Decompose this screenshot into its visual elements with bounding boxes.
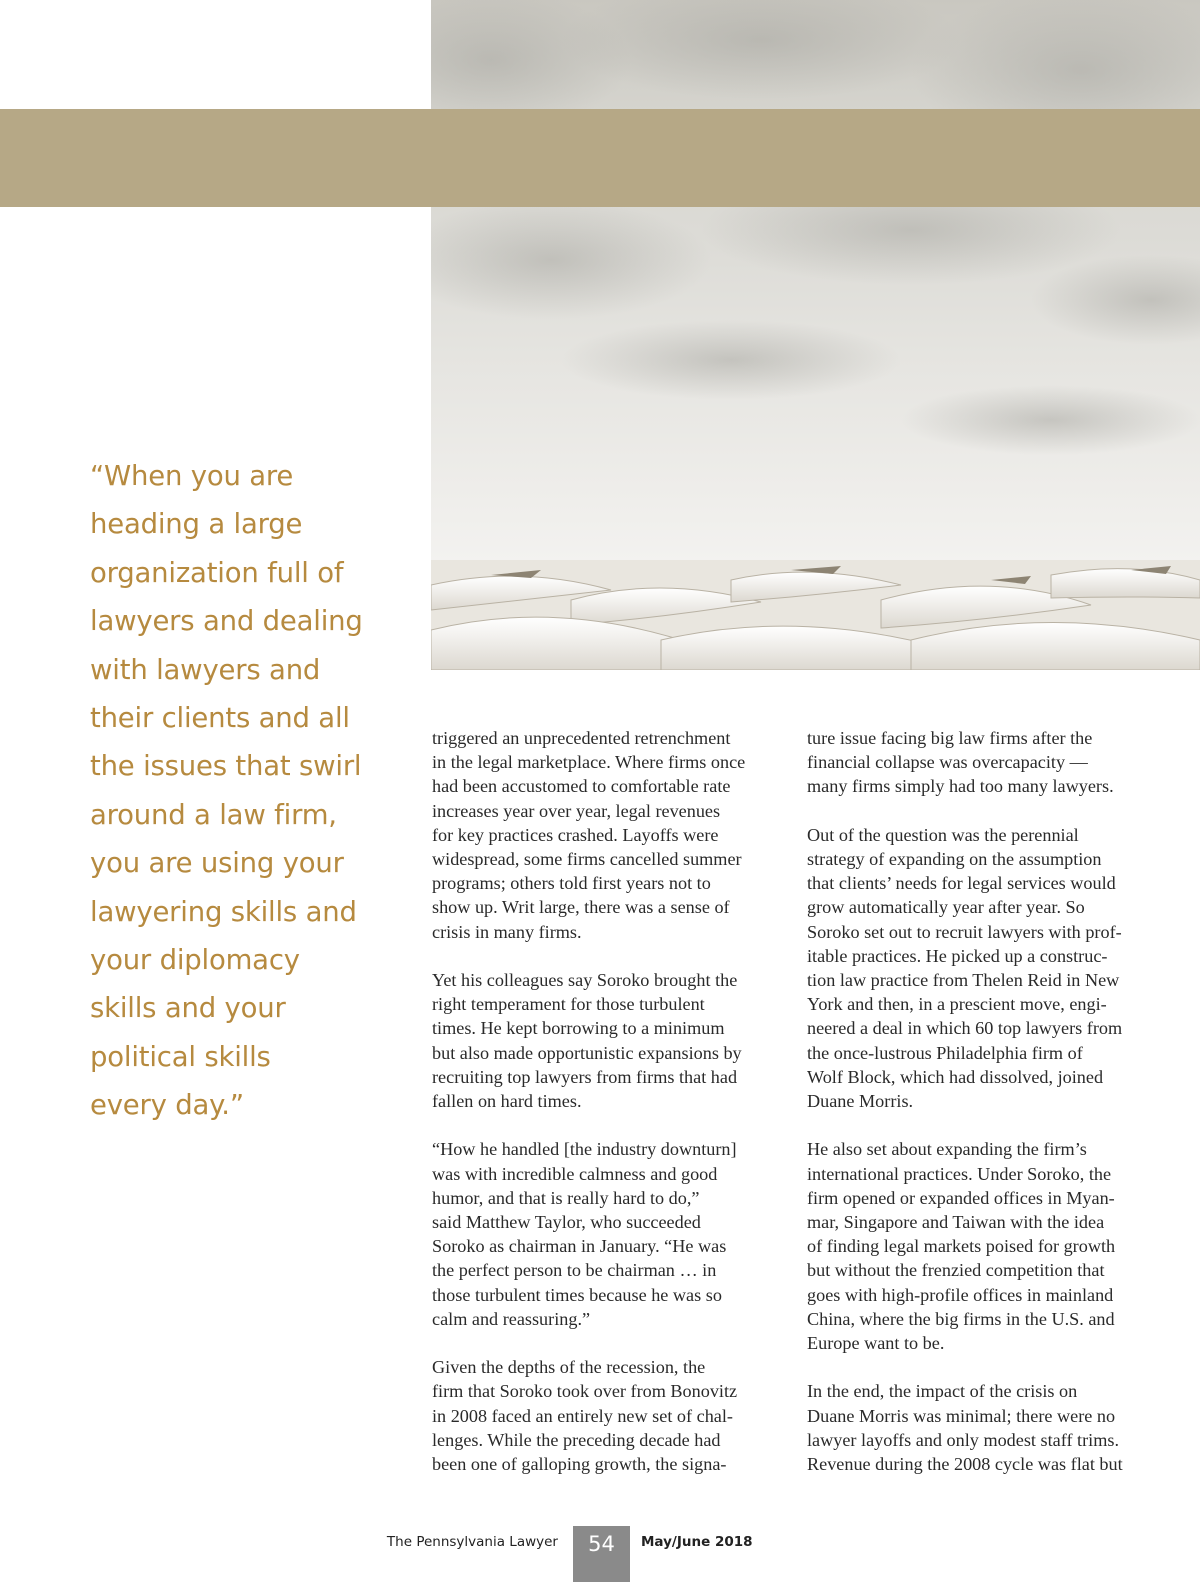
paragraph: In the end, the impact of the crisis on Duane Morris was minimal; there were no lawyer layoffs and only modest staff trims. Revenue during the 2008 cycle was flat but (807, 1381, 1123, 1475)
paragraph: ture issue facing big law firms after the financial collapse was overcapacity — many firms simply had too many lawyers. (807, 728, 1114, 797)
footer-issue-date: May/June 2018 (641, 1534, 753, 1550)
pull-quote: “When you are heading a large organization full of lawyers and dealing with lawyers and their clients and all the issues that swirl around a law firm, you are using your lawyering skills and your diplomacy skills and your political skills every day.” (90, 460, 363, 1122)
page-number: 54 (573, 1526, 630, 1582)
paragraph: Out of the question was the perennial strategy of expanding on the assumption that clients’ needs for legal services would grow automatically year after year. So Soroko set out to recruit lawyers with prof- itable practices. He picked up a construc- tion law practice from Thelen Reid in New York and then, in a prescient move, engi- neered a deal in which 60 top lawyers from the once-lustrous Philadelphia firm of Wolf Block, which had dissolved, joined Duane Morris. (807, 824, 1123, 1112)
paragraph: Given the depths of the recession, the firm that Soroko took over from Bonovitz in 2008 faced an entirely new set of chal- lenges. While the preceding decade had been one of galloping growth, the signa- (432, 1357, 738, 1475)
hero-image-clouds-and-books (431, 0, 1200, 670)
footer-publication-name: The Pennsylvania Lawyer (386, 1534, 558, 1550)
article-column-1 (432, 726, 777, 1500)
paragraph: Yet his colleagues say Soroko brought the right temperament for those turbulent times. He kept borrowing to a minimum but also made opportunistic expansions by recruiting top lawyers from firms that had fallen on hard times. (432, 970, 742, 1112)
paragraph: “How he handled [the industry downturn] was with incredible calmness and good humor, and that is really hard to do,” said Matthew Taylor, who succeeded Soroko as chairman in January. “He was the perfect person to be chairman … in those turbulent times because he was so calm and reassuring.” (432, 1139, 737, 1329)
header-band (0, 109, 1200, 207)
clouds-and-open-books-illustration (431, 0, 1200, 670)
paragraph: He also set about expanding the firm’s international practices. Under Soroko, the firm opened or expanded offices in Myan- mar, Singapore and Taiwan with the idea of finding legal markets poised for growth but without the frenzied competition that goes with high-profile offices in mainland China, where the big firms in the U.S. and Europe want to be. (807, 1139, 1116, 1354)
article-column-2 (807, 726, 1152, 1500)
paragraph: triggered an unprecedented retrenchment in the legal marketplace. Where firms once had been accustomed to comfortable rate increases year over year, legal revenues for key practices crashed. Layoffs were widespread, some firms cancelled summer programs; others told first years not to show up. Writ large, there was a sense of crisis in many firms. (432, 728, 746, 942)
